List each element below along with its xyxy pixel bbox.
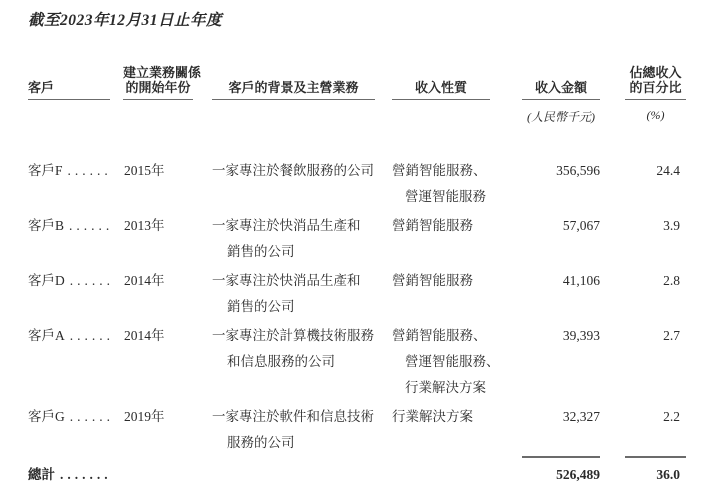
customers-table (28, 32, 686, 483)
text-line: 營銷智能服務、 (392, 163, 487, 178)
dot-leader: ...... (69, 409, 114, 424)
col-header-background: 客戶的背景及主營業務 (212, 80, 375, 100)
customer-name: 客戶G (28, 409, 65, 424)
revenue-amount: 57,067 (562, 218, 600, 233)
dot-leader: ....... (60, 467, 112, 482)
customer-background (212, 320, 392, 401)
table-row (28, 265, 686, 320)
revenue-percentage: 2.8 (663, 273, 680, 288)
revenue-percentage: 2.2 (663, 409, 680, 424)
header-line: 的百分比 (629, 80, 682, 95)
customer-background (212, 210, 392, 265)
revenue-nature (392, 132, 522, 210)
customer-name: 客戶B (28, 218, 65, 233)
text-line: 銷售的公司 (227, 299, 295, 314)
customer-name: 客戶D (28, 273, 65, 288)
header-line: 建立業務關係 (123, 65, 202, 80)
customer-background (212, 265, 392, 320)
start-year: 2015年 (124, 163, 165, 178)
text-line: 行業解決方案 (392, 409, 473, 424)
revenue-nature (392, 401, 522, 456)
unit-row (28, 100, 686, 132)
customer-background (212, 132, 392, 210)
table-row (28, 320, 686, 401)
text-line: 和信息服務的公司 (227, 354, 335, 369)
start-year: 2014年 (124, 328, 165, 343)
header-row (28, 32, 686, 100)
col-header-customer: 客戶 (28, 80, 110, 100)
text-line: 營銷智能服務、 (392, 328, 487, 343)
header-line: 的開始年份 (125, 80, 191, 95)
col-header-nature: 收入性質 (392, 80, 490, 100)
text-line: 一家專注於計算機技術服務 (212, 328, 374, 343)
text-line: 銷售的公司 (227, 244, 295, 259)
start-year: 2013年 (124, 218, 165, 233)
dot-leader: ...... (67, 163, 112, 178)
revenue-percentage: 3.9 (663, 218, 680, 233)
total-rule (522, 456, 600, 458)
customer-name: 客戶A (28, 328, 65, 343)
customer-name: 客戶F (28, 163, 63, 178)
col-header-start-year (123, 65, 202, 100)
dot-leader: ...... (69, 218, 114, 233)
header-line: 佔總收入 (629, 65, 682, 80)
text-line: 營運智能服務 (405, 189, 486, 204)
text-line: 營銷智能服務 (392, 273, 473, 288)
col-header-amount: 收入金額 (522, 80, 600, 100)
total-amount: 526,489 (556, 467, 600, 482)
total-rule (625, 456, 686, 458)
section-title: 截至2023年12月31日止年度 (28, 12, 223, 29)
revenue-amount: 41,106 (562, 273, 600, 288)
revenue-percentage: 2.7 (663, 328, 680, 343)
table-row (28, 210, 686, 265)
amount-unit-label: (人民幣千元) (527, 110, 595, 124)
percentage-unit-label: (%) (646, 108, 665, 122)
text-line: 一家專注於軟件和信息技術 (212, 409, 374, 424)
revenue-amount: 32,327 (562, 409, 600, 424)
text-line: 服務的公司 (227, 435, 295, 450)
text-line: 營運智能服務、 (405, 354, 500, 369)
revenue-nature (392, 320, 522, 401)
text-line: 一家專注於快消品生產和 (212, 273, 361, 288)
start-year: 2014年 (124, 273, 165, 288)
col-header-percentage (625, 65, 686, 100)
dot-leader: ...... (69, 328, 114, 343)
total-row (28, 456, 686, 483)
dot-leader: ...... (69, 273, 114, 288)
revenue-percentage: 24.4 (656, 163, 680, 178)
revenue-amount: 356,596 (556, 163, 600, 178)
text-line: 一家專注於快消品生產和 (212, 218, 361, 233)
table-row (28, 132, 686, 210)
table-row (28, 401, 686, 456)
total-label: 總計 (28, 467, 55, 482)
start-year: 2019年 (124, 409, 165, 424)
text-line: 營銷智能服務 (392, 218, 473, 233)
total-percentage: 36.0 (656, 467, 680, 482)
text-line: 行業解決方案 (405, 380, 486, 395)
revenue-nature (392, 210, 522, 265)
revenue-amount: 39,393 (562, 328, 600, 343)
customer-background (212, 401, 392, 456)
text-line: 一家專注於餐飲服務的公司 (212, 163, 374, 178)
revenue-nature (392, 265, 522, 320)
